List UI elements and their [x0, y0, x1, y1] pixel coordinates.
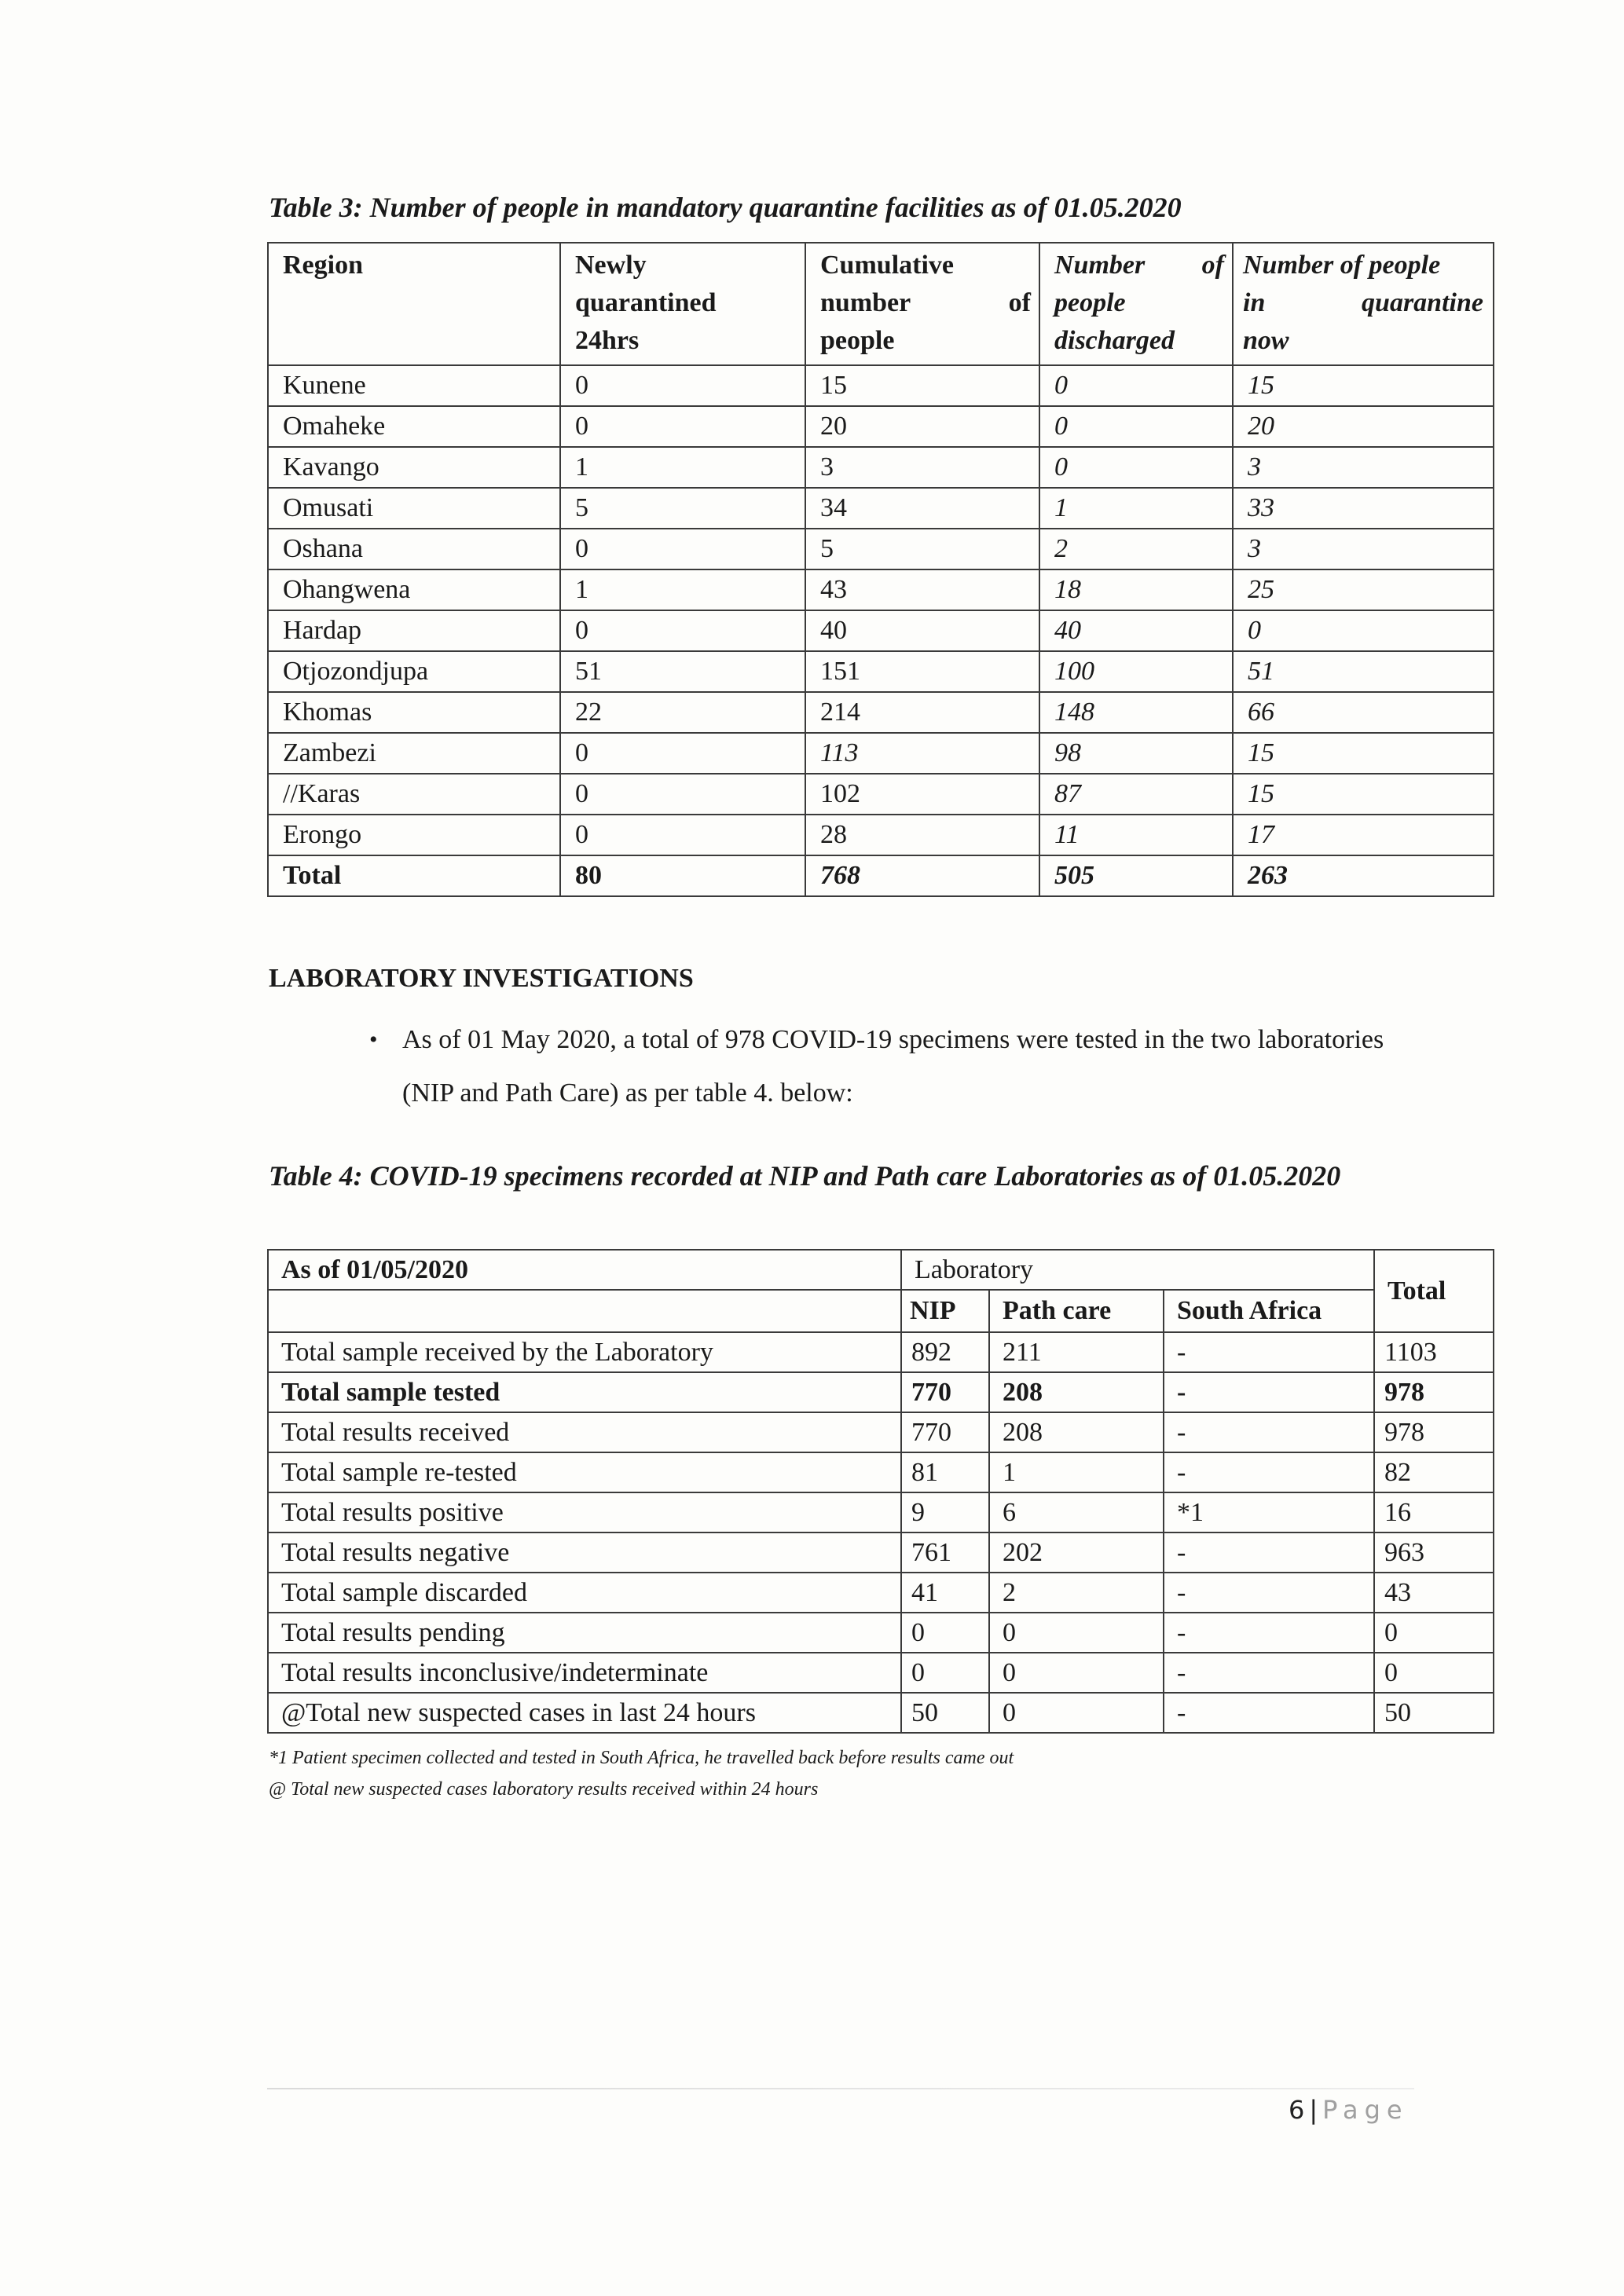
table-row — [268, 406, 1494, 447]
table-row — [268, 529, 1494, 569]
footnote-south-africa: *1 Patient specimen collected and tested in South Africa, he travelled back before results came out — [269, 1748, 1014, 1768]
quarantine-table — [267, 242, 1494, 897]
total-label: Total — [268, 855, 560, 896]
table-header-row — [268, 243, 1494, 365]
cumulative-cell: 5 — [805, 529, 1039, 569]
cumulative-cell: 15 — [805, 365, 1039, 406]
path-care-cell: 1 — [989, 1452, 1164, 1492]
path-care-cell: 211 — [989, 1332, 1164, 1372]
header-total: Total — [1374, 1250, 1494, 1332]
total-row — [268, 855, 1494, 896]
now-cell: 51 — [1233, 651, 1494, 692]
region-cell: Omaheke — [268, 406, 560, 447]
discharged-cell: 100 — [1039, 651, 1233, 692]
table-row — [268, 569, 1494, 610]
section-heading: LABORATORY INVESTIGATIONS — [269, 964, 694, 993]
nip-cell: 761 — [901, 1532, 989, 1573]
total-cell: 50 — [1374, 1693, 1494, 1733]
now-cell: 15 — [1233, 365, 1494, 406]
discharged-cell: 1 — [1039, 488, 1233, 529]
south-africa-cell: - — [1164, 1372, 1374, 1412]
discharged-cell: 148 — [1039, 692, 1233, 733]
table-row — [268, 651, 1494, 692]
table-header-row — [268, 1250, 1494, 1290]
nip-cell: 0 — [901, 1613, 989, 1653]
table-row — [268, 692, 1494, 733]
path-care-cell: 6 — [989, 1492, 1164, 1532]
row-label: Total results received — [268, 1412, 901, 1452]
region-cell: Oshana — [268, 529, 560, 569]
south-africa-cell: - — [1164, 1693, 1374, 1733]
south-africa-cell: - — [1164, 1573, 1374, 1613]
table-row — [268, 815, 1494, 855]
header-blank — [268, 1290, 901, 1332]
header-laboratory: Laboratory — [901, 1250, 1374, 1290]
nip-cell: 770 — [901, 1412, 989, 1452]
table-row — [268, 1332, 1494, 1372]
row-label: Total sample tested — [268, 1372, 901, 1412]
discharged-cell: 87 — [1039, 774, 1233, 815]
cumulative-cell: 43 — [805, 569, 1039, 610]
nip-cell: 41 — [901, 1573, 989, 1613]
now-cell: 25 — [1233, 569, 1494, 610]
header-in-quarantine-now: Number of people in quarantine now — [1233, 243, 1494, 365]
path-care-cell: 2 — [989, 1573, 1164, 1613]
region-cell: Hardap — [268, 610, 560, 651]
newly-cell: 5 — [560, 488, 805, 529]
row-label: Total results inconclusive/indeterminate — [268, 1653, 901, 1693]
header-cumulative: Cumulative number of people — [805, 243, 1039, 365]
row-label: Total results pending — [268, 1613, 901, 1653]
total-cumulative: 768 — [805, 855, 1039, 896]
newly-cell: 0 — [560, 815, 805, 855]
header-discharged: Number of people discharged — [1039, 243, 1233, 365]
path-care-cell: 202 — [989, 1532, 1164, 1573]
table-row — [268, 1452, 1494, 1492]
discharged-cell: 98 — [1039, 733, 1233, 774]
total-cell: 0 — [1374, 1653, 1494, 1693]
header-as-of: As of 01/05/2020 — [268, 1250, 901, 1290]
total-cell: 82 — [1374, 1452, 1494, 1492]
page-number — [1289, 2094, 1409, 2126]
region-cell: Otjozondjupa — [268, 651, 560, 692]
row-label: Total results negative — [268, 1532, 901, 1573]
row-label: Total results positive — [268, 1492, 901, 1532]
cumulative-cell: 214 — [805, 692, 1039, 733]
nip-cell: 770 — [901, 1372, 989, 1412]
total-cell: 978 — [1374, 1412, 1494, 1452]
discharged-cell: 2 — [1039, 529, 1233, 569]
newly-cell: 1 — [560, 447, 805, 488]
table-row — [268, 365, 1494, 406]
newly-cell: 0 — [560, 774, 805, 815]
region-cell: Zambezi — [268, 733, 560, 774]
nip-cell: 0 — [901, 1653, 989, 1693]
path-care-cell: 208 — [989, 1372, 1164, 1412]
bullet-item — [369, 1013, 1438, 1120]
header-region: Region — [268, 243, 560, 365]
table-row — [268, 1372, 1494, 1412]
row-label: Total sample discarded — [268, 1573, 901, 1613]
lab-specimens-table — [267, 1249, 1494, 1734]
cumulative-cell: 20 — [805, 406, 1039, 447]
now-cell: 15 — [1233, 733, 1494, 774]
table-row — [268, 1653, 1494, 1693]
newly-cell: 0 — [560, 406, 805, 447]
page-label: Page — [1322, 2095, 1409, 2125]
row-label: Total sample received by the Laboratory — [268, 1332, 901, 1372]
south-africa-cell: - — [1164, 1653, 1374, 1693]
region-cell: Kunene — [268, 365, 560, 406]
page-number-separator: | — [1309, 2095, 1318, 2125]
now-cell: 3 — [1233, 529, 1494, 569]
newly-cell: 0 — [560, 365, 805, 406]
newly-cell: 0 — [560, 733, 805, 774]
path-care-cell: 208 — [989, 1412, 1164, 1452]
region-cell: Ohangwena — [268, 569, 560, 610]
total-cell: 16 — [1374, 1492, 1494, 1532]
newly-cell: 22 — [560, 692, 805, 733]
now-cell: 0 — [1233, 610, 1494, 651]
now-cell: 33 — [1233, 488, 1494, 529]
region-cell: Kavango — [268, 447, 560, 488]
cumulative-cell: 113 — [805, 733, 1039, 774]
table-row — [268, 1492, 1494, 1532]
header-path-care: Path care — [989, 1290, 1164, 1332]
cumulative-cell: 34 — [805, 488, 1039, 529]
table-subheader-row — [268, 1290, 1494, 1332]
footer-divider — [267, 2088, 1414, 2089]
header-newly-quarantined: Newly quarantined 24hrs — [560, 243, 805, 365]
nip-cell: 892 — [901, 1332, 989, 1372]
page-number-value: 6 — [1289, 2095, 1305, 2125]
total-cell: 1103 — [1374, 1332, 1494, 1372]
footnote-suspected-cases: @ Total new suspected cases laboratory results received within 24 hours — [269, 1779, 819, 1800]
discharged-cell: 0 — [1039, 447, 1233, 488]
now-cell: 20 — [1233, 406, 1494, 447]
south-africa-cell: - — [1164, 1332, 1374, 1372]
total-cell: 43 — [1374, 1573, 1494, 1613]
nip-cell: 9 — [901, 1492, 989, 1532]
table-row — [268, 733, 1494, 774]
now-cell: 66 — [1233, 692, 1494, 733]
header-nip: NIP — [901, 1290, 989, 1332]
south-africa-cell: - — [1164, 1412, 1374, 1452]
total-newly: 80 — [560, 855, 805, 896]
path-care-cell: 0 — [989, 1613, 1164, 1653]
nip-cell: 81 — [901, 1452, 989, 1492]
now-cell: 3 — [1233, 447, 1494, 488]
table-row — [268, 1573, 1494, 1613]
table-row — [268, 488, 1494, 529]
south-africa-cell: *1 — [1164, 1492, 1374, 1532]
table3-caption: Table 3: Number of people in mandatory quarantine facilities as of 01.05.2020 — [269, 192, 1182, 223]
discharged-cell: 11 — [1039, 815, 1233, 855]
table-row — [268, 610, 1494, 651]
south-africa-cell: - — [1164, 1532, 1374, 1573]
discharged-cell: 0 — [1039, 365, 1233, 406]
region-cell: Khomas — [268, 692, 560, 733]
region-cell: Erongo — [268, 815, 560, 855]
table-row — [268, 1613, 1494, 1653]
table-row — [268, 1693, 1494, 1733]
total-cell: 963 — [1374, 1532, 1494, 1573]
now-cell: 15 — [1233, 774, 1494, 815]
region-cell: Omusati — [268, 488, 560, 529]
newly-cell: 0 — [560, 529, 805, 569]
cumulative-cell: 40 — [805, 610, 1039, 651]
header-south-africa: South Africa — [1164, 1290, 1374, 1332]
table-row — [268, 447, 1494, 488]
path-care-cell: 0 — [989, 1693, 1164, 1733]
total-cell: 0 — [1374, 1613, 1494, 1653]
cumulative-cell: 151 — [805, 651, 1039, 692]
cumulative-cell: 3 — [805, 447, 1039, 488]
newly-cell: 1 — [560, 569, 805, 610]
discharged-cell: 0 — [1039, 406, 1233, 447]
south-africa-cell: - — [1164, 1613, 1374, 1653]
total-discharged: 505 — [1039, 855, 1233, 896]
newly-cell: 51 — [560, 651, 805, 692]
cumulative-cell: 102 — [805, 774, 1039, 815]
discharged-cell: 40 — [1039, 610, 1233, 651]
total-now: 263 — [1233, 855, 1494, 896]
bullet-icon: • — [369, 1027, 378, 1053]
bullet-text: As of 01 May 2020, a total of 978 COVID-19 specimens were tested in the two laboratories (NIP and Path Care) as per table 4. below: — [402, 1025, 1384, 1108]
cumulative-cell: 28 — [805, 815, 1039, 855]
table4-caption: Table 4: COVID-19 specimens recorded at NIP and Path care Laboratories as of 01.05.2020 — [269, 1160, 1341, 1192]
total-cell: 978 — [1374, 1372, 1494, 1412]
path-care-cell: 0 — [989, 1653, 1164, 1693]
newly-cell: 0 — [560, 610, 805, 651]
table-row — [268, 1532, 1494, 1573]
south-africa-cell: - — [1164, 1452, 1374, 1492]
row-label: @Total new suspected cases in last 24 hours — [268, 1693, 901, 1733]
table-row — [268, 1412, 1494, 1452]
table-row — [268, 774, 1494, 815]
discharged-cell: 18 — [1039, 569, 1233, 610]
now-cell: 17 — [1233, 815, 1494, 855]
nip-cell: 50 — [901, 1693, 989, 1733]
row-label: Total sample re-tested — [268, 1452, 901, 1492]
region-cell: //Karas — [268, 774, 560, 815]
